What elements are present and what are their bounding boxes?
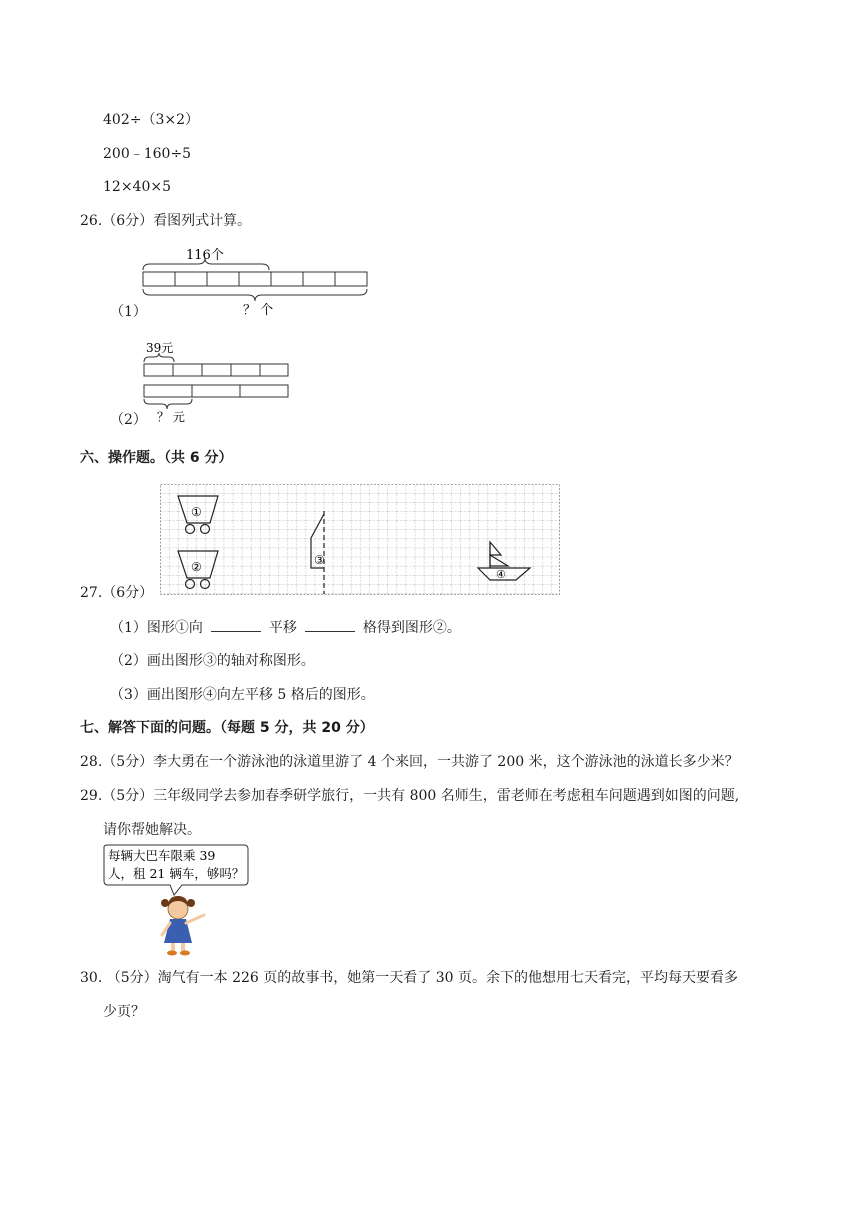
- answer-blank-distance[interactable]: [305, 617, 355, 632]
- diagram2-top-label: 39元: [146, 341, 174, 355]
- question-26-title: 26.（6分）看图列式计算。: [80, 213, 252, 229]
- question-29-line2: 请你帮她解决。: [103, 822, 201, 838]
- q27-sub1-part-a: （1）图形①向: [110, 620, 203, 636]
- q27-sub2: （2）画出图形③的轴对称图形。: [110, 653, 315, 669]
- shape-1-label: ①: [191, 505, 202, 519]
- shape-3-label: ③: [314, 553, 325, 567]
- question-27-title: 27.（6分）: [80, 585, 154, 601]
- diagram1-top-label: 116个: [186, 248, 224, 263]
- expression-2: 200﹣160÷5: [103, 146, 192, 162]
- diagram2-bar-top: [144, 364, 288, 376]
- q27-sub3: （3）画出图形④向左平移 5 格后的图形。: [110, 687, 375, 703]
- question-28: 28.（5分）李大勇在一个游泳池的泳道里游了 4 个来回，一共游了 200 米，这个游泳池的泳道长多少米？: [80, 754, 739, 770]
- shape-4-label: ④: [496, 568, 506, 581]
- q27-sub1-part-c: 格得到图形②。: [362, 620, 461, 636]
- speech-bubble-line1: 每辆大巴车限乘 39: [108, 848, 216, 863]
- expression-1: 402÷（3×2）: [103, 112, 199, 128]
- question-30-line2: 少页？: [103, 1004, 145, 1020]
- section-7-title: 七、解答下面的问题。（每题 5 分，共 20 分）: [80, 720, 374, 736]
- q26-diagram-1: [140, 240, 380, 320]
- diagram2-bottom-label: ？ 元: [157, 410, 185, 424]
- expression-3: 12×40×5: [103, 179, 171, 195]
- q27-sub1: [110, 617, 461, 638]
- diagram1-bottom-label: ？ 个: [243, 303, 274, 318]
- question-29-line1: 29.（5分）三年级同学去参加春季研学旅行，一共有 800 名师生，雷老师在考虑租车问题遇到如图的问题,: [80, 788, 740, 804]
- q27-grid-figure: [160, 484, 561, 596]
- diagram1-bar: [143, 272, 367, 286]
- section-6-title: 六、操作题。（共 6 分）: [80, 450, 233, 466]
- question-30-line1: 30. （5分）淘气有一本 226 页的故事书，她第一天看了 30 页。余下的他想用七天看完，平均每天要看多: [80, 970, 738, 986]
- q26-part2-label: （2）: [110, 412, 147, 428]
- q29-illustration: [100, 843, 260, 959]
- q26-part1-label: （1）: [110, 304, 147, 320]
- shape-2-label: ②: [191, 560, 202, 574]
- q26-diagram-2: [140, 338, 300, 428]
- answer-blank-direction[interactable]: [211, 617, 261, 632]
- diagram2-bar-bottom: [144, 385, 288, 397]
- speech-bubble-line2: 人，租 21 辆车，够吗？: [108, 866, 245, 881]
- q27-sub1-part-b: 平移: [268, 620, 297, 636]
- girl-figure: [161, 896, 204, 956]
